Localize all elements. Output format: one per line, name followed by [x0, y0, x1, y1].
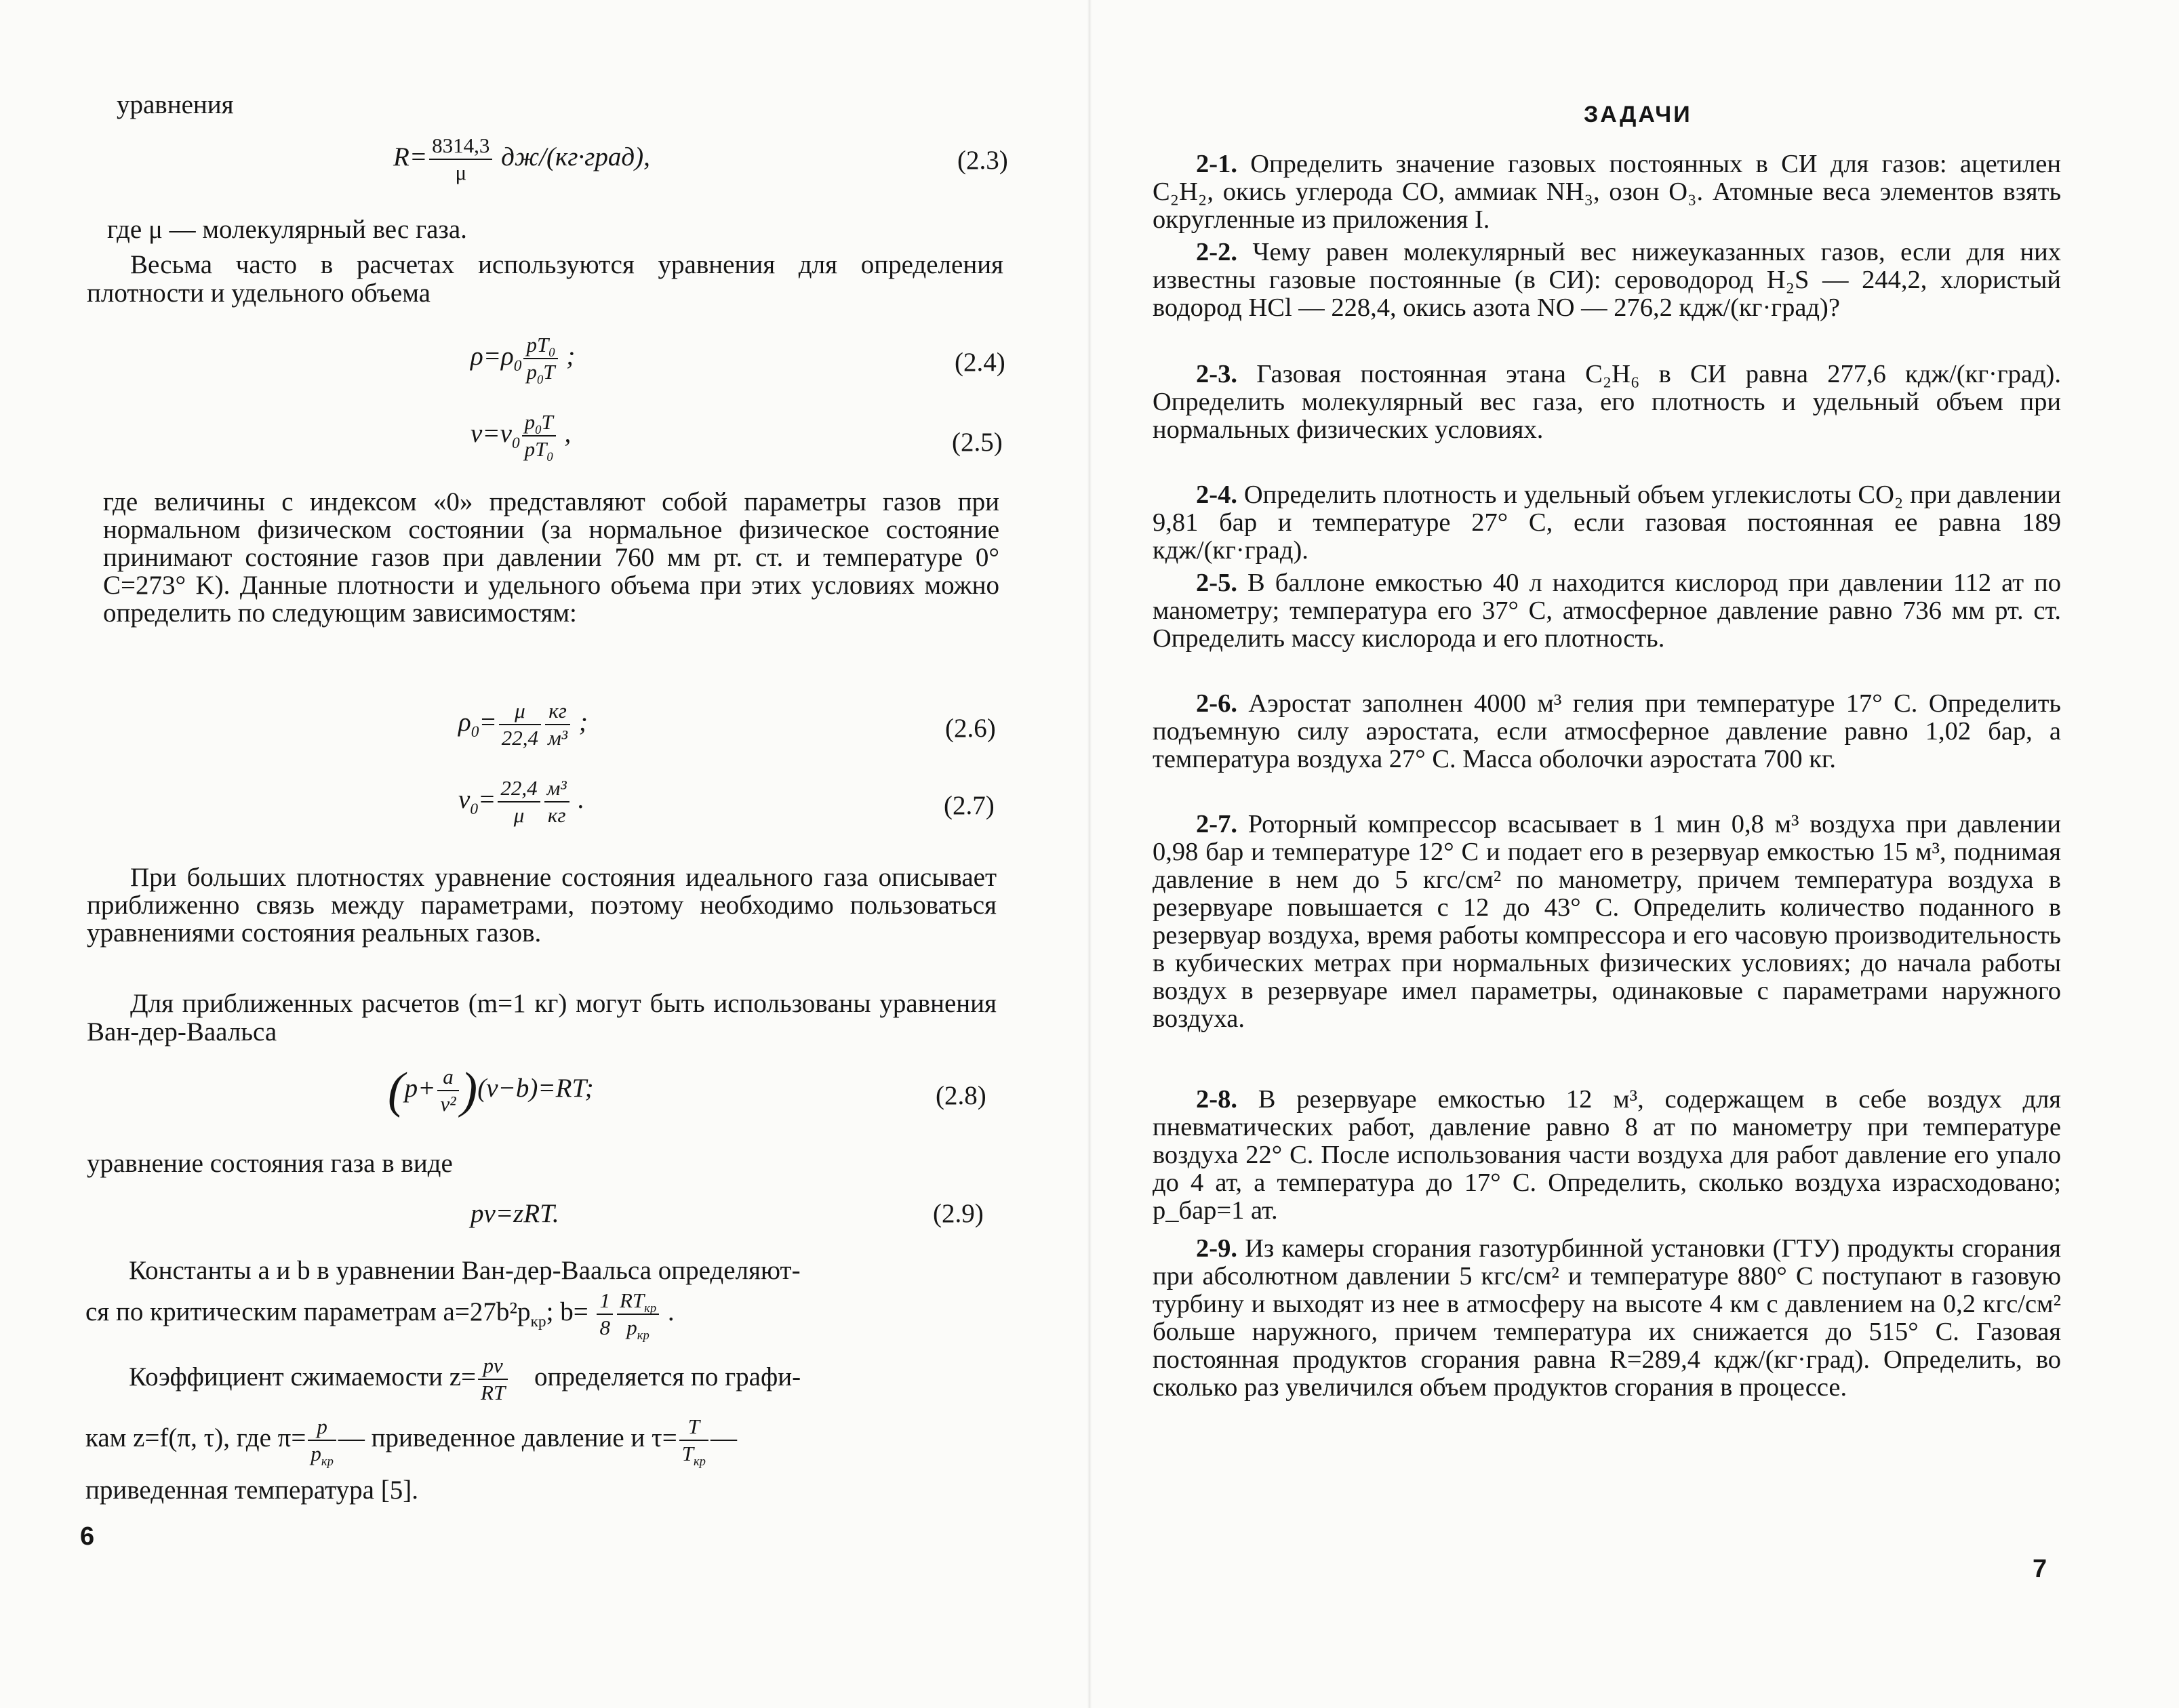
paragraph-van-der-waals: Для приближенных расчетов (m=1 кг) могут быть использованы уравнения Ван-дер-Ваальса: [87, 989, 997, 1046]
equation-number: (2.3): [957, 146, 1008, 175]
compressibility-line-3: приведенная температура [5].: [85, 1476, 418, 1505]
problem-2-3: 2-3. Газовая постоянная этана C₂H₆ в СИ равна 277,6 кдж/(кг·град). Определить молекулярный вес газа, его плотность и удельный объем при нормальных физических условиях.: [1153, 360, 2061, 444]
problem-2-4: 2-4. Определить плотность и удельный объем углекислоты CO₂ при давлении 9,81 бар и температуре 27° C, если газовая постоянная ее равна 189 кдж/(кг·град).: [1153, 481, 2061, 565]
section-heading: ЗАДАЧИ: [1584, 102, 1692, 127]
equation-2-9: pv=zRT.: [471, 1199, 559, 1228]
problem-2-8: 2-8. В резервуаре емкостью 12 м³, содержащем в себе воздух для пневматических работ, давление равно 8 ат по манометру при температуре воздуха 22° C. После использования части воздуха для работ давление его упало до 4 ат, а температура до 17° C. Определить, сколько воздуха израсходовано; p_бар=1 ат.: [1153, 1085, 2061, 1225]
problem-2-1: 2-1. Определить значение газовых постоянных в СИ для газов: ацетилен C₂H₂, окись углерода CO, аммиак NH₃, озон O₃. Атомные веса элементов взять округленные из приложения I.: [1153, 150, 2061, 234]
page-number: 6: [80, 1522, 95, 1551]
equation-number: (2.5): [952, 428, 1003, 457]
problem-2-7: 2-7. Роторный компрессор всасывает в 1 мин 0,8 м³ воздуха при давлении 0,98 бар и температуре 12° C и подает его в резервуар емкостью 15 м³, поднимая давление в нем до 5 кгс/см² по манометру, причем температура воздуха в резервуаре повышается с 12 до 43° C. Определить количество поданного в резервуар воздуха, время работы компрессора и его часовую производительность в кубических метрах при нормальных физических условиях; до начала работы воздух в резервуаре имел параметры, одинаковые с параметрами наружного воздуха.: [1153, 810, 2062, 1033]
constants-line-2: ся по критическим параметрам $a=27b^2p_{кр}$; b= $\frac{1}{8}$ $\frac{RT_{кр}}{p_{кр}}$ .: [85, 1288, 675, 1343]
equation-2-4: $\rho=\rho_0$ $\frac{pT_0}{p_0T}$ ;: [471, 333, 576, 388]
intro-text: уравнения: [117, 90, 234, 119]
equation-number: (2.7): [944, 791, 995, 820]
equation-number: (2.4): [955, 348, 1005, 377]
equation-number: (2.9): [933, 1199, 984, 1228]
page-number: 7: [2033, 1555, 2047, 1583]
paragraph-normal-state: где величины с индексом «0» представляют собой параметры газов при нормальном физическом состоянии (за нормальное физическое состояние принимают состояние газов при давлении 760 мм рт. ст. и температуре 0° C=273° K). Данные плотности и удельного объема при этих условиях можно определить по следующим зависимостям:: [103, 487, 999, 628]
equation-2-6: $\rho_0=$ $\frac{\mu}{22,4}$ $\frac{кг}{\text{м³}}$ ;: [458, 699, 588, 750]
equation-number: (2.8): [936, 1081, 986, 1110]
problem-2-2: 2-2. Чему равен молекулярный вес нижеуказанных газов, если для них известны газовые постоянные (в СИ): сероводород H₂S — 244,2, хлористый водород HCl — 228,4, окись азота NO — 276,2 кдж/(кг·град)?: [1153, 238, 2062, 322]
equation-number: (2.6): [945, 714, 996, 743]
problem-2-6: 2-6. Аэростат заполнен 4000 м³ гелия при температуре 17° C. Определить подъемную силу аэростата, если атмосферное давление равно 1,02 бар, а температура воздуха 27° C. Масса оболочки аэростата 700 кг.: [1153, 689, 2061, 773]
paragraph-often: Весьма часто в расчетах используются уравнения для определения плотности и удельного объема: [87, 250, 1003, 308]
compressibility-line-2: кам z=f(π, τ), где π= $\frac{p}{p_{кр}}$ — приведенное давление и τ= $\frac{T}{T_{кр}}$ —: [85, 1415, 737, 1469]
problem-2-5: 2-5. В баллоне емкостью 40 л находится кислород при давлении 112 ат по манометру; температура его 37° C, атмосферное давление равно 736 мм рт. ст. Определить массу кислорода и его плотность.: [1153, 569, 2061, 653]
compressibility-line-1: Коэффициент сжимаемости z= $\frac{pv}{RT}$ определяется по графи-: [129, 1354, 801, 1404]
equation-2-7: $v_0=$ $\frac{22,4}{\mu}$ $\frac{\text{м³}}{кг}$ .: [458, 776, 585, 827]
constants-line-1: Константы a и b в уравнении Ван-дер-Ваальса определяют-: [129, 1256, 801, 1285]
equation-2-8: (p+ $\frac{a}{\text{v²}}$ )(v−b)=RT;: [388, 1063, 594, 1118]
mu-definition: где μ — молекулярный вес газа.: [107, 215, 467, 244]
equation-2-3: R= $\frac{8314,3}{\mu}$ дж/(кг·град),: [393, 134, 650, 184]
state-equation-text: уравнение состояния газа в виде: [87, 1149, 453, 1178]
equation-2-5: $v=v_0$ $\frac{p_0T}{pT_0}$ ,: [471, 410, 572, 465]
paragraph-real-gases: При больших плотностях уравнение состояния идеального газа описывает приближенно связь между параметрами, поэтому необходимо пользоваться уравнениями состояния реальных газов.: [87, 863, 997, 948]
problem-2-9: 2-9. Из камеры сгорания газотурбинной установки (ГТУ) продукты сгорания при абсолютном давлении 5 кгс/см² и температуре 880° C поступают в газовую турбину и выходят из нее в атмосферу на высоте 4 км с давлением на 0,2 кгс/см² больше наружного, причем температура их снижается до 515° C. Газовая постоянная продуктов сгорания равна R=289,4 кдж/(кг·град). Определить, во сколько раз увеличился объем продуктов сгорания в процессе.: [1153, 1234, 2062, 1402]
